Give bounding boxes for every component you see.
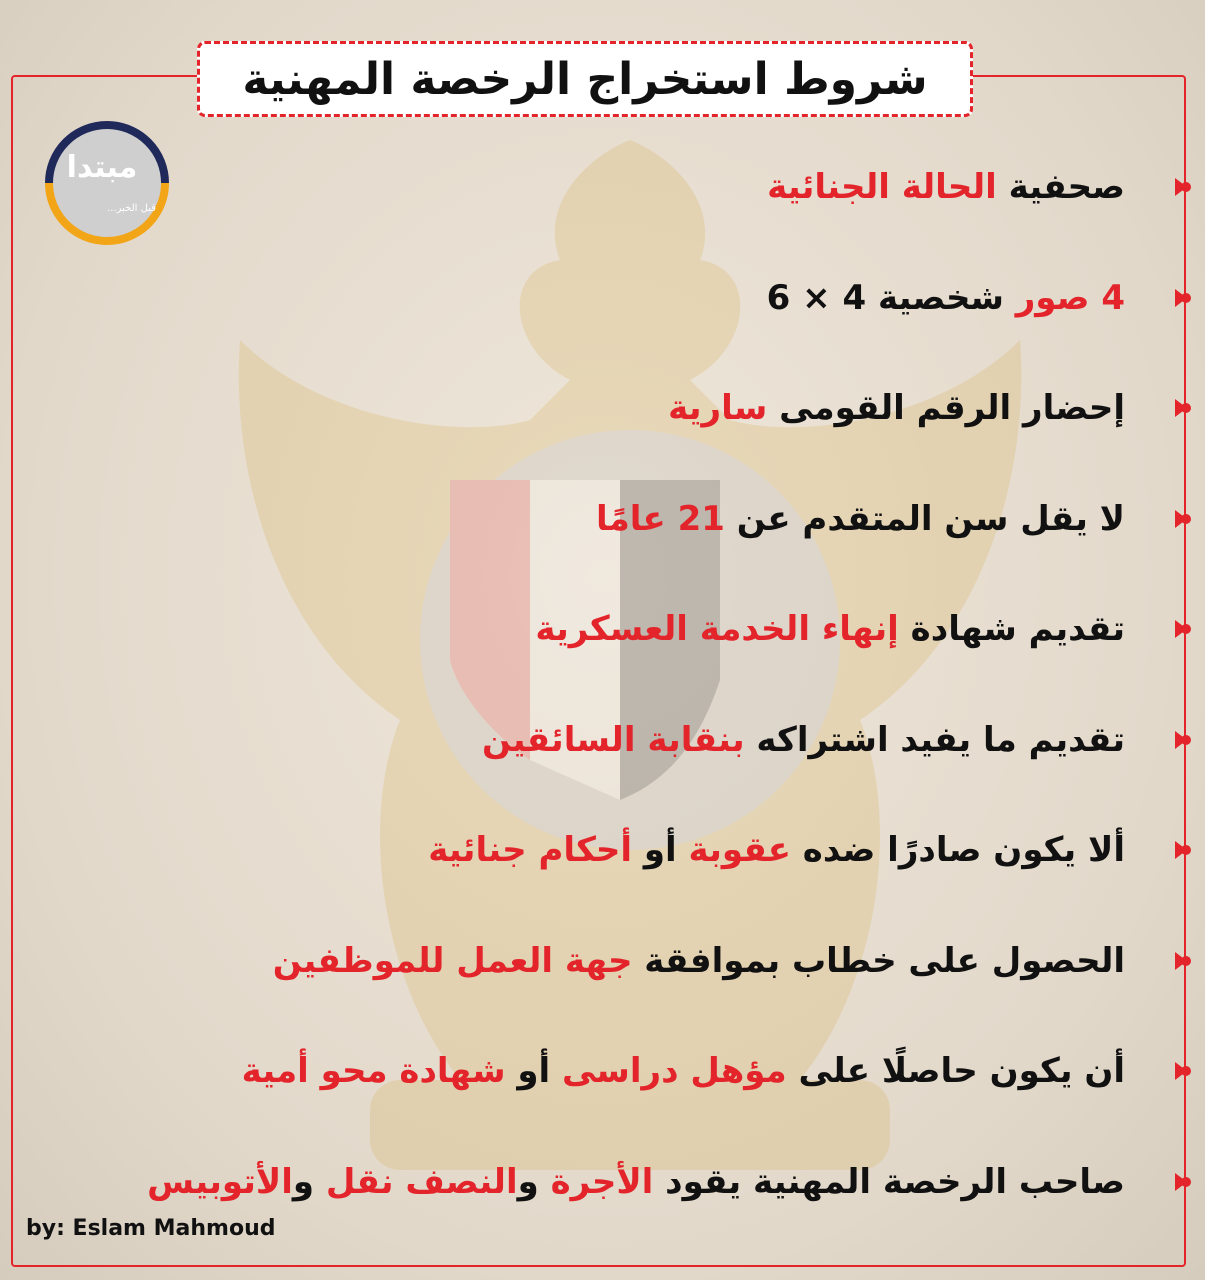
requirement-item [25, 710, 1125, 770]
bullet-icon [1175, 952, 1187, 970]
requirement-item [25, 1152, 1125, 1212]
requirement-item [25, 931, 1125, 991]
plain-text: أو [505, 1051, 563, 1091]
bullet-icon [1175, 731, 1187, 749]
plain-text: لا يقل سن المتقدم عن [724, 498, 1125, 539]
plain-text: صاحب الرخصة المهنية يقود [653, 1161, 1125, 1202]
requirement-item [25, 157, 1125, 217]
plain-text: ألا يكون صادرًا ضده [790, 830, 1125, 870]
title-box [197, 41, 973, 117]
logo-name: مبتدا [66, 150, 138, 185]
bullet-icon [1175, 399, 1187, 417]
page-title: شروط استخراج الرخصة المهنية [242, 53, 928, 105]
requirement-item [25, 1041, 1125, 1101]
highlight-text: النصف نقل [325, 1161, 518, 1202]
plain-text: تقديم ما يفيد اشتراكه [744, 719, 1125, 760]
highlight-text: سارية [668, 388, 768, 428]
highlight-text: 21 عامًا [595, 498, 725, 539]
highlight-text: الأتوبيس [147, 1161, 293, 1202]
plain-text: إحضار الرقم القومى [767, 388, 1125, 428]
requirement-item [25, 820, 1125, 880]
plain-text: الحصول على خطاب بموافقة [632, 940, 1125, 981]
highlight-text: الحالة الجنائية [767, 167, 997, 207]
requirement-item [25, 489, 1125, 549]
highlight-text: أحكام جنائية [428, 830, 633, 870]
bullet-icon [1175, 1062, 1187, 1080]
plain-text: و [517, 1161, 551, 1202]
bullet-icon [1175, 841, 1187, 859]
highlight-text: بنقابة السائقين [481, 719, 745, 760]
plain-text: أن يكون حاصلًا على [786, 1051, 1125, 1091]
author-credit: by: Eslam Mahmoud [26, 1216, 276, 1241]
bullet-icon [1175, 178, 1187, 196]
plain-text: صحفية [996, 167, 1125, 207]
requirement-item [25, 599, 1125, 659]
highlight-text: الأجرة [550, 1161, 654, 1202]
requirement-item [25, 378, 1125, 438]
bullet-icon [1175, 510, 1187, 528]
logo-tagline: قبل الخبر... [107, 203, 156, 214]
highlight-text: إنهاء الخدمة العسكرية [535, 609, 899, 649]
bullet-icon [1175, 289, 1187, 307]
requirement-item [25, 268, 1125, 328]
highlight-text: 4 صور [1015, 277, 1125, 318]
highlight-text: مؤهل دراسى [562, 1051, 787, 1091]
plain-text: شخصية 4 × 6 [766, 277, 1016, 318]
highlight-text: جهة العمل للموظفين [272, 940, 633, 981]
plain-text: أو [632, 830, 689, 870]
bullet-icon [1175, 620, 1187, 638]
bullet-icon [1175, 1173, 1187, 1191]
highlight-text: عقوبة [688, 830, 791, 870]
plain-text: و [292, 1161, 326, 1202]
plain-text: تقديم شهادة [898, 609, 1125, 649]
highlight-text: شهادة محو أمية [241, 1051, 506, 1091]
